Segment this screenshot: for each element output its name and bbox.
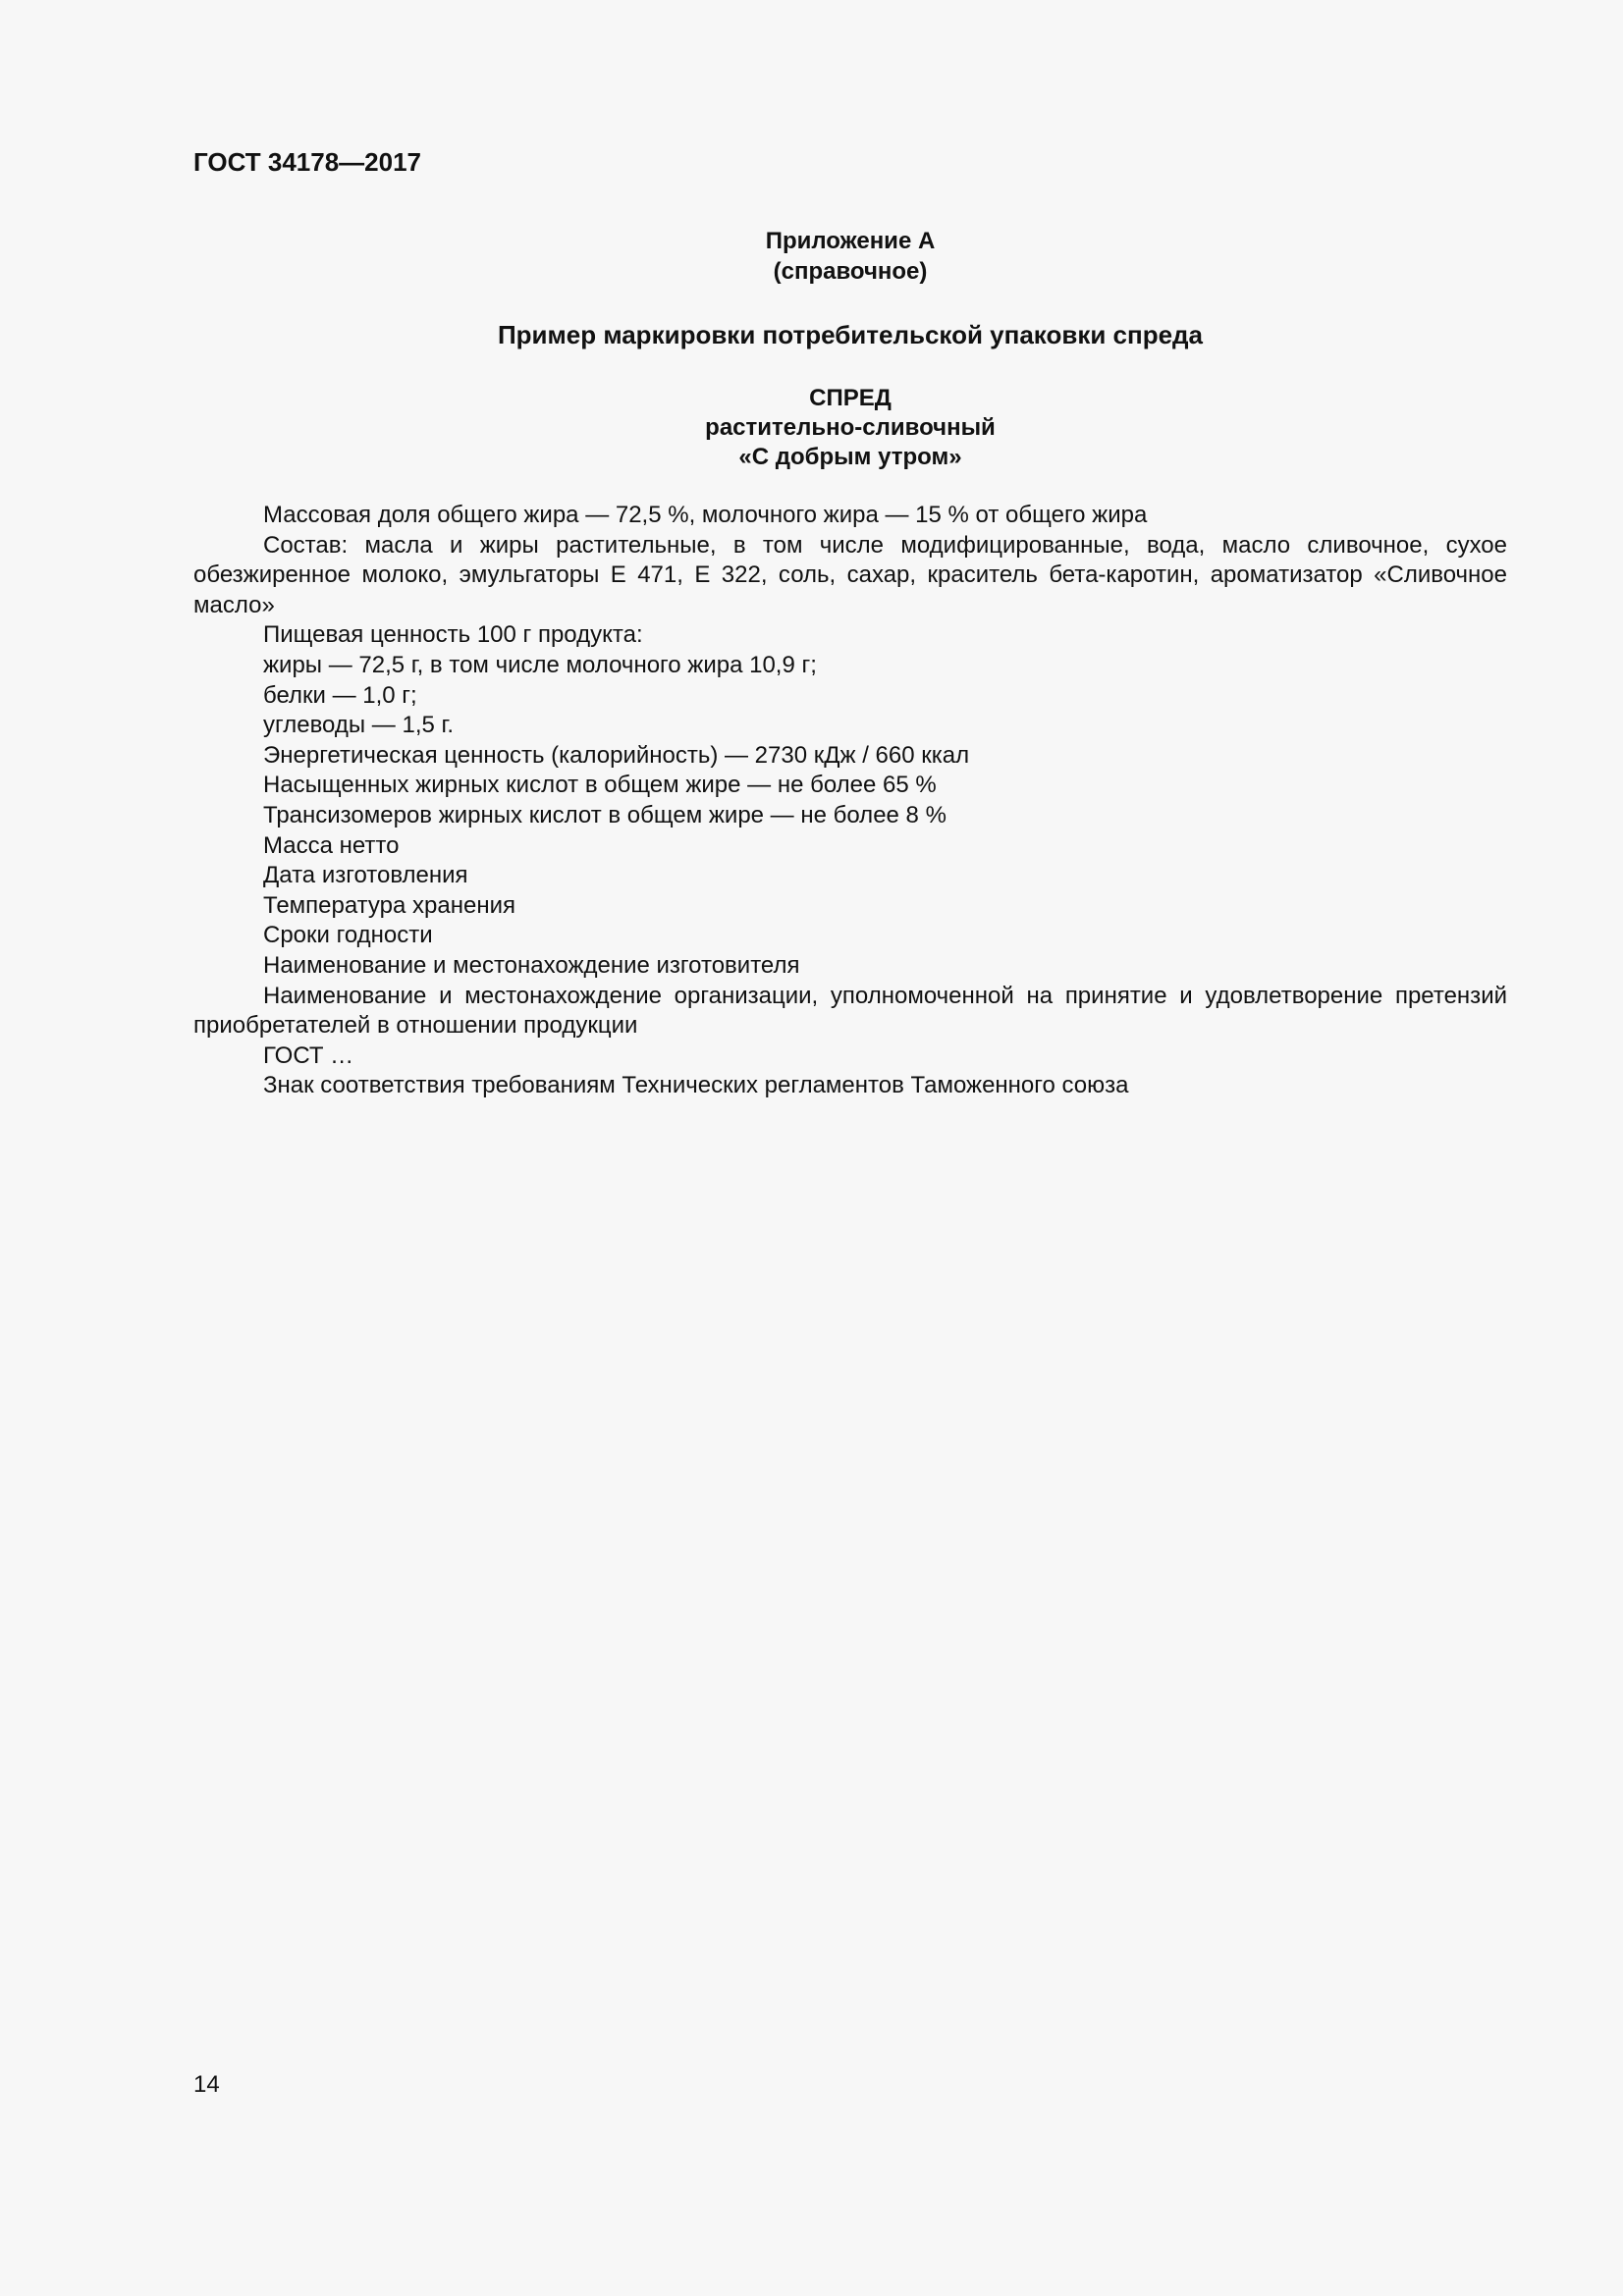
product-heading [193,384,1507,472]
text-line: жиры — 72,5 г, в том числе молочного жира 10,9 г; [263,651,817,678]
annex-title: Приложение А [765,228,936,254]
text-line: Сроки годности [263,922,433,949]
text-line: Насыщенных жирных кислот в общем жире — не более 65 % [263,772,937,799]
text-line: Пищевая ценность 100 г продукта: [263,621,643,649]
annex-type: (справочное) [773,258,928,285]
text-line: Массовая доля общего жира — 72,5 %, молочного жира — 15 % от общего жира [263,502,1148,528]
text-line: Температура хранения [263,891,515,919]
product-kind: растительно-сливочный [705,414,996,441]
text-line: Масса нетто [263,831,400,859]
product-brand: «С добрым утром» [738,444,962,470]
product-name: СПРЕД [809,385,892,411]
text-line: Энергетическая ценность (калорийность) — 2730 кДж / 660 ккал [263,741,970,769]
text-line: Наименование и местонахождение организации, уполномоченной на принятие и удовлетворение претензий приобретателей в отношении продукции [193,982,1507,1040]
annex-title-main: Пример маркировки потребительской упаковки спреда [497,320,1204,349]
text-line: Состав: масла и жиры растительные, в том числе модифицированные, вода, масло сливочное, сухое обезжиренное молоко, эмульгаторы Е 471, Е 322, соль, сахар, краситель бета-каротин, ароматизатор «Сливочное масло» [193,531,1507,618]
text-line: Трансизомеров жирных кислот в общем жире — не более 8 % [263,801,947,828]
text-line: Наименование и местонахождение изготовителя [263,951,800,979]
label-text [193,501,1507,1101]
page-number: 14 [193,2071,220,2098]
text-line: Знак соответствия требованиям Технических регламентов Таможенного союза [263,1072,1129,1099]
text-line: Дата изготовления [263,862,468,889]
text-line: ГОСТ … [263,1041,354,1069]
annex-heading [193,226,1507,287]
text-line: белки — 1,0 г; [263,681,417,709]
text-line: углеводы — 1,5 г. [263,712,454,739]
document-header: ГОСТ 34178—2017 [193,147,421,177]
